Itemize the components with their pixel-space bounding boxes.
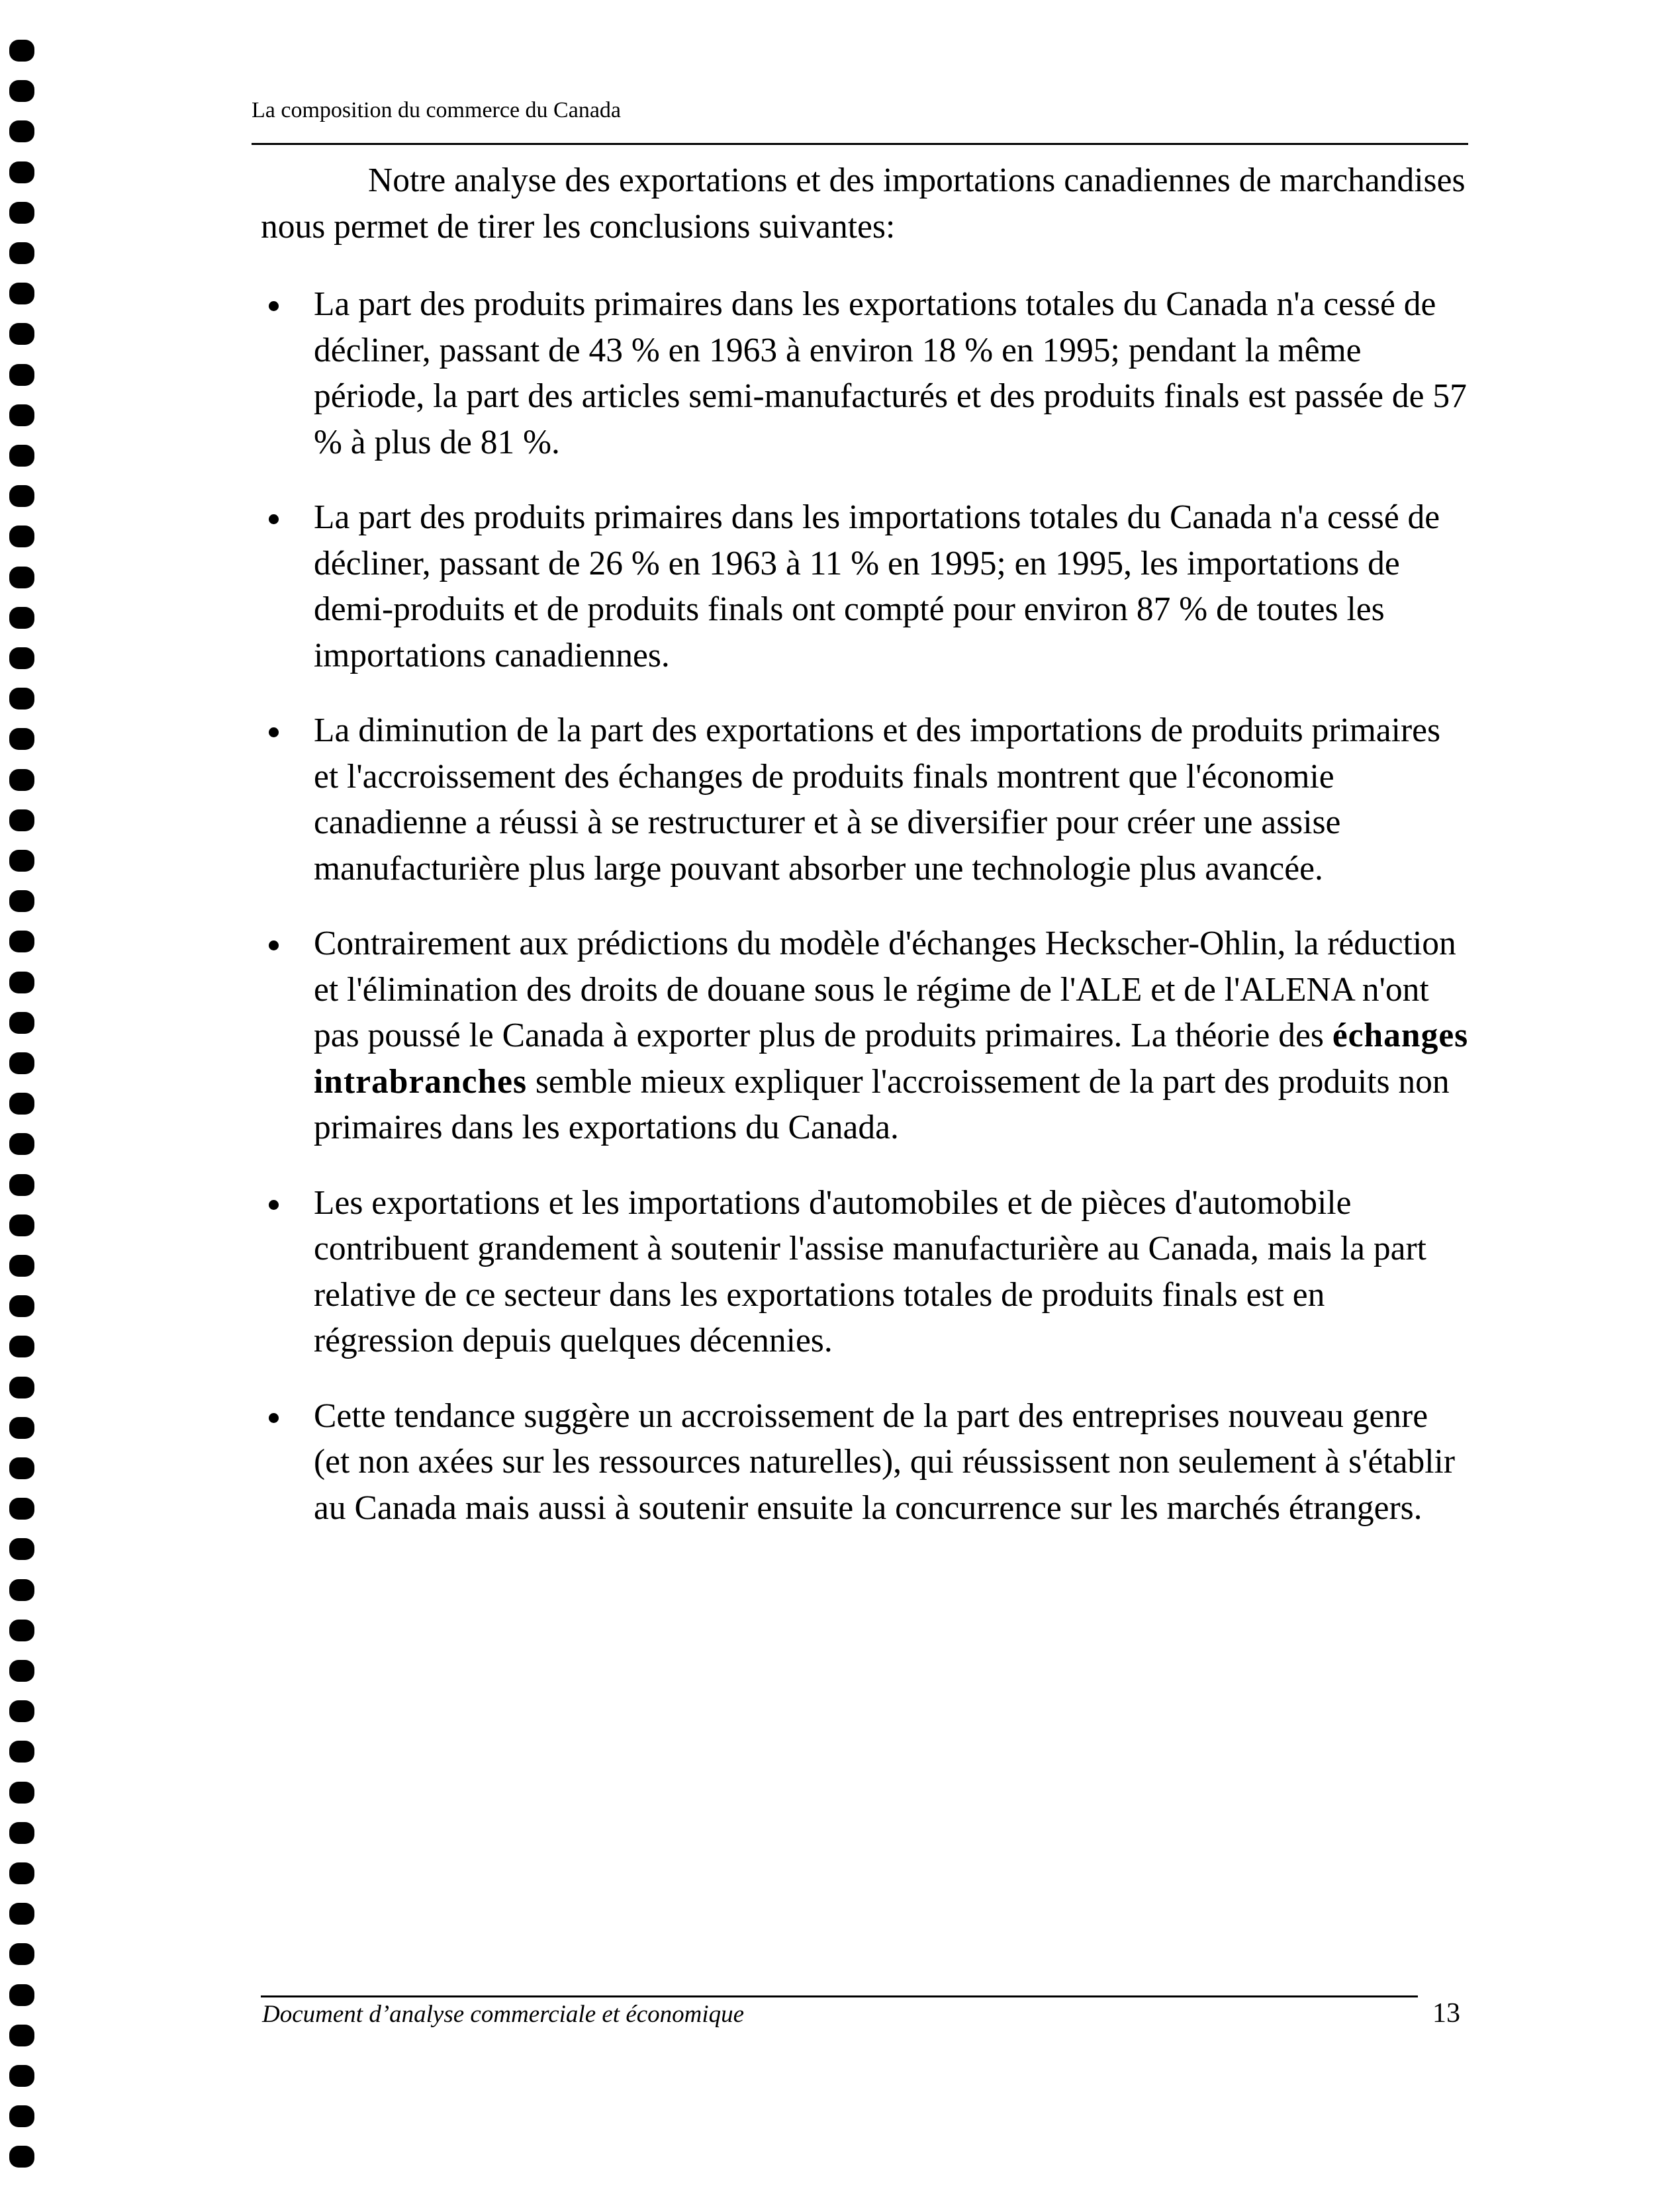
binding-hole: [9, 1417, 34, 1439]
bullet-icon: [269, 1200, 279, 1210]
list-item-text: Les exportations et les importations d'automobiles et de pièces d'automobile contribuent grandement à soutenir l'assise manufacturière au Canada, mais la part relative de ce secteur dans les exportations totales de produits finals est en régression depuis quelques décennies.: [314, 1183, 1426, 1359]
binding-hole: [9, 2025, 34, 2046]
binding-hole: [9, 1620, 34, 1641]
bullet-icon: [269, 301, 279, 311]
list-item: [261, 1393, 1472, 1532]
binding-hole: [9, 1741, 34, 1763]
binding-hole: [9, 688, 34, 710]
binding-hole: [9, 1093, 34, 1115]
binding-hole: [9, 1052, 34, 1074]
binding-hole: [9, 1660, 34, 1682]
list-item: [261, 494, 1472, 678]
binding-hole: [9, 1174, 34, 1196]
list-item: [261, 1180, 1472, 1364]
binding-hole: [9, 972, 34, 993]
binding-hole: [9, 485, 34, 507]
binding-hole: [9, 1903, 34, 1925]
binding-hole: [9, 1295, 34, 1317]
binding-hole: [9, 120, 34, 142]
conclusions-list: [261, 281, 1472, 1531]
binding-hole: [9, 404, 34, 426]
binding-hole: [9, 1133, 34, 1155]
binding-hole: [9, 728, 34, 750]
binding-hole: [9, 1336, 34, 1357]
binding-hole: [9, 445, 34, 467]
list-item-text: Cette tendance suggère un accroissement de la part des entreprises nouveau genre (et non axées sur les ressources naturelles), qui réussissent non seulement à s'établir au Canada mais aussi à soutenir ensuite la concurrence sur les marchés étrangers.: [314, 1397, 1456, 1527]
binding-hole: [9, 2105, 34, 2127]
list-item-text-before: Contrairement aux prédictions du modèle d'échanges Heckscher-Ohlin, la réduction et l'élimination des droits de douane sous le régime de l'ALE et de l'ALENA n'ont pas poussé le Canada à exporter plus de produits primaires. La théorie des: [314, 925, 1456, 1054]
bullet-icon: [269, 940, 279, 950]
binding-hole: [9, 769, 34, 791]
binding-hole: [9, 1214, 34, 1236]
binding-hole: [9, 1700, 34, 1722]
binding-hole: [9, 931, 34, 952]
binding-hole: [9, 890, 34, 912]
running-header: La composition du commerce du Canada: [252, 98, 621, 122]
binding-hole: [9, 1943, 34, 1965]
binding-hole: [9, 567, 34, 588]
binding-hole: [9, 202, 34, 224]
binding-hole: [9, 1782, 34, 1804]
binding-hole: [9, 364, 34, 386]
binding-hole: [9, 161, 34, 183]
binding-hole: [9, 323, 34, 345]
binding-hole: [9, 526, 34, 547]
binding-hole: [9, 40, 34, 62]
binding-hole: [9, 809, 34, 831]
binding-hole: [9, 2146, 34, 2168]
binding-hole: [9, 647, 34, 669]
binding-hole: [9, 1377, 34, 1398]
binding-hole: [9, 1255, 34, 1277]
binding-hole: [9, 1822, 34, 1844]
binding-hole: [9, 1984, 34, 2006]
emphasized-term: échanges intrabranches: [314, 1017, 1469, 1101]
binding-hole: [9, 1498, 34, 1520]
binding-holes: [9, 26, 36, 2191]
binding-hole: [9, 1012, 34, 1034]
binding-hole: [9, 1538, 34, 1560]
binding-hole: [9, 2065, 34, 2087]
list-item: [261, 281, 1472, 465]
main-content: [261, 158, 1472, 1531]
binding-hole: [9, 607, 34, 629]
binding-hole: [9, 1862, 34, 1884]
list-item-text-after: semble mieux expliquer l'accroissement de la part des produits non primaires dans les exportations du Canada.: [314, 1062, 1450, 1146]
intro-paragraph: Notre analyse des exportations et des importations canadiennes de marchandises nous permet de tirer les conclusions suivantes:: [261, 161, 1466, 246]
header-rule: [252, 143, 1468, 145]
list-item-text: La diminution de la part des exportations et des importations de produits primaires et l'accroissement des échanges de produits finals montrent que l'économie canadienne a réussi à se restructurer et à se diversifier pour créer une assise manufacturière plus large pouvant absorber une technologie plus avancée.: [314, 711, 1440, 888]
footer-document-title: Document d’analyse commerciale et économique: [262, 2001, 745, 2028]
bullet-icon: [269, 514, 279, 524]
list-item: [261, 708, 1472, 892]
binding-hole: [9, 283, 34, 304]
page-number: 13: [1432, 1998, 1460, 2029]
binding-hole: [9, 1457, 34, 1479]
binding-hole: [9, 80, 34, 102]
list-item-text: La part des produits primaires dans les exportations totales du Canada n'a cessé de décliner, passant de 43 % en 1963 à environ 18 % en 1995; pendant la même période, la part des articles semi-manufacturés et des produits finals est passée de 57 % à plus de 81 %.: [314, 285, 1467, 461]
binding-hole: [9, 850, 34, 872]
bullet-icon: [269, 727, 279, 737]
binding-hole: [9, 1579, 34, 1601]
binding-hole: [9, 242, 34, 264]
footer-rule: [261, 1995, 1418, 1997]
list-item-text: La part des produits primaires dans les importations totales du Canada n'a cessé de décliner, passant de 26 % en 1963 à 11 % en 1995; en 1995, les importations de demi-produits et de produits finals ont compté pour environ 87 % de toutes les importations canadiennes.: [314, 498, 1440, 674]
list-item: [261, 921, 1472, 1151]
bullet-icon: [269, 1413, 279, 1423]
